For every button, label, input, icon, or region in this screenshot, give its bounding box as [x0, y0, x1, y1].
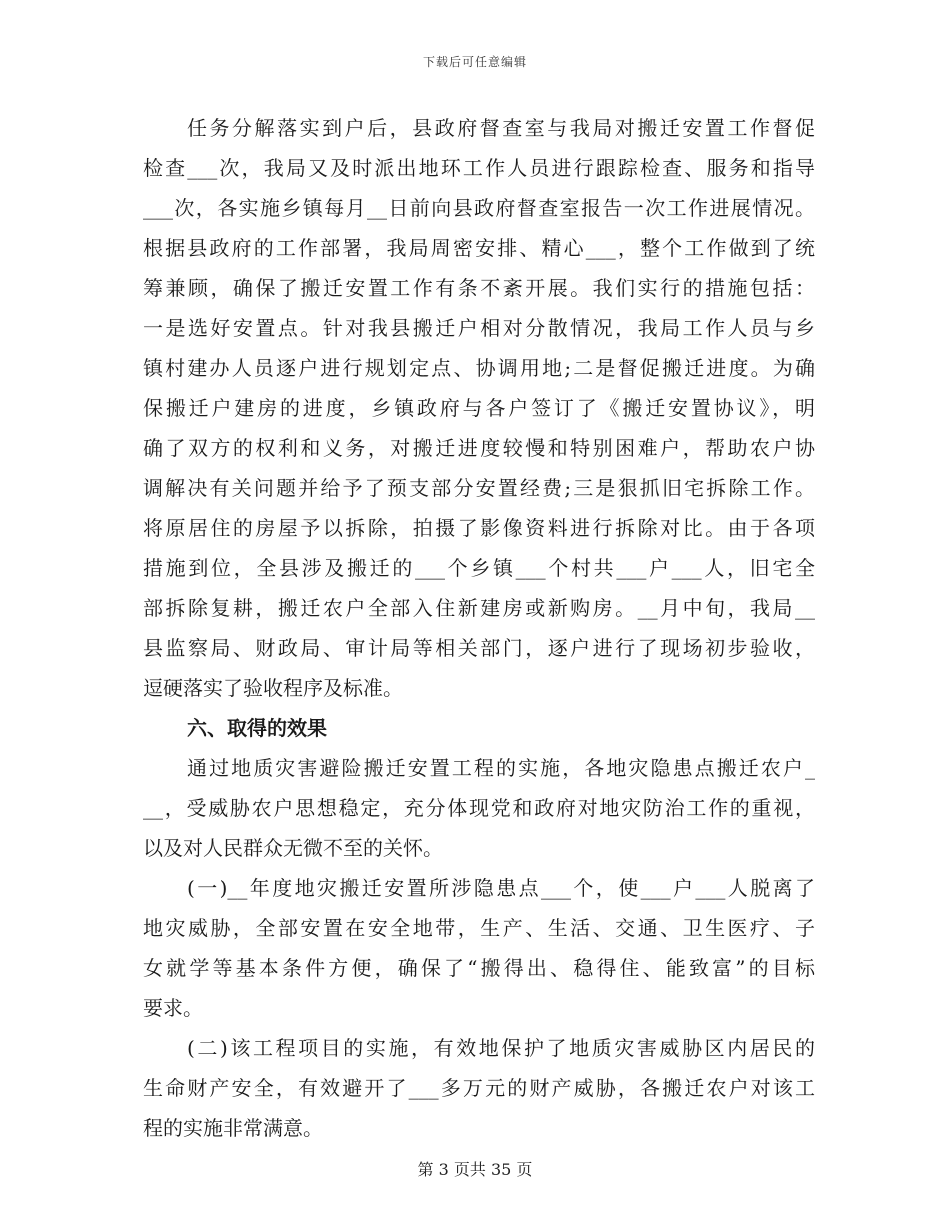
- document-body: [143, 108, 815, 1148]
- text-line: 要求。: [143, 996, 203, 1020]
- text-line: 任务分解落实到户后，县政府督查室与我局对搬迁安置工作督促: [187, 116, 815, 140]
- page-header: 下载后可任意编辑: [422, 55, 527, 69]
- text-line: 措施到位，全县涉及搬迁的___个乡镇___个村共___户___人，旧宅全: [143, 556, 815, 580]
- text-line: 通过地质灾害避险搬迁安置工程的实施，各地灾隐患点搬迁农户_: [187, 756, 815, 780]
- text-line: 县监察局、财政局、审计局等相关部门，逐户进行了现场初步验收，: [143, 636, 815, 660]
- text-line: 将原居住的房屋予以拆除，拍摄了影像资料进行拆除对比。由于各项: [143, 516, 815, 540]
- text-line: 检查___次，我局又及时派出地环工作人员进行跟踪检查、服务和指导: [143, 156, 815, 180]
- text-line: 逗硬落实了验收程序及标准。: [143, 676, 403, 700]
- text-line: 确了双方的权利和义务，对搬迁进度较慢和特别困难户，帮助农户协: [143, 436, 815, 460]
- section-heading: 六、取得的效果: [187, 716, 327, 740]
- text-line: 程的实施非常满意。: [143, 1116, 323, 1140]
- text-line: 根据县政府的工作部署，我局周密安排、精心___，整个工作做到了统: [143, 236, 815, 260]
- text-line: (一)__年度地灾搬迁安置所涉隐患点___个，使___户___人脱离了: [187, 876, 815, 900]
- text-line: 调解决有关问题并给予了预支部分安置经费;三是狠抓旧宅拆除工作。: [143, 476, 815, 500]
- text-line: ___次，各实施乡镇每月__日前向县政府督查室报告一次工作进展情况。: [143, 196, 815, 220]
- text-line: 以及对人民群众无微不至的关怀。: [143, 836, 443, 860]
- text-line: 生命财产安全，有效避开了___多万元的财产威胁，各搬迁农户对该工: [143, 1076, 815, 1100]
- text-line: 地灾威胁，全部安置在安全地带，生产、生活、交通、卫生医疗、子: [143, 916, 815, 940]
- text-line: 一是选好安置点。针对我县搬迁户相对分散情况，我局工作人员与乡: [143, 316, 815, 340]
- text-line: 保搬迁户建房的进度，乡镇政府与各户签订了《搬迁安置协议》，明: [143, 396, 815, 420]
- page-footer: 第 3 页共 35 页: [417, 1160, 533, 1179]
- text-line: (二)该工程项目的实施，有效地保护了地质灾害威胁区内居民的: [187, 1036, 815, 1060]
- text-line: 部拆除复耕，搬迁农户全部入住新建房或新购房。__月中旬，我局__: [143, 596, 815, 620]
- text-line: 镇村建办人员逐户进行规划定点、协调用地;二是督促搬迁进度。为确: [143, 356, 815, 380]
- text-line: 筹兼顾，确保了搬迁安置工作有条不紊开展。我们实行的措施包括：: [143, 276, 815, 300]
- text-line: 女就学等基本条件方便，确保了“搬得出、稳得住、能致富”的目标: [143, 956, 815, 980]
- text-line: __，受威胁农户思想稳定，充分体现党和政府对地灾防治工作的重视，: [143, 796, 815, 820]
